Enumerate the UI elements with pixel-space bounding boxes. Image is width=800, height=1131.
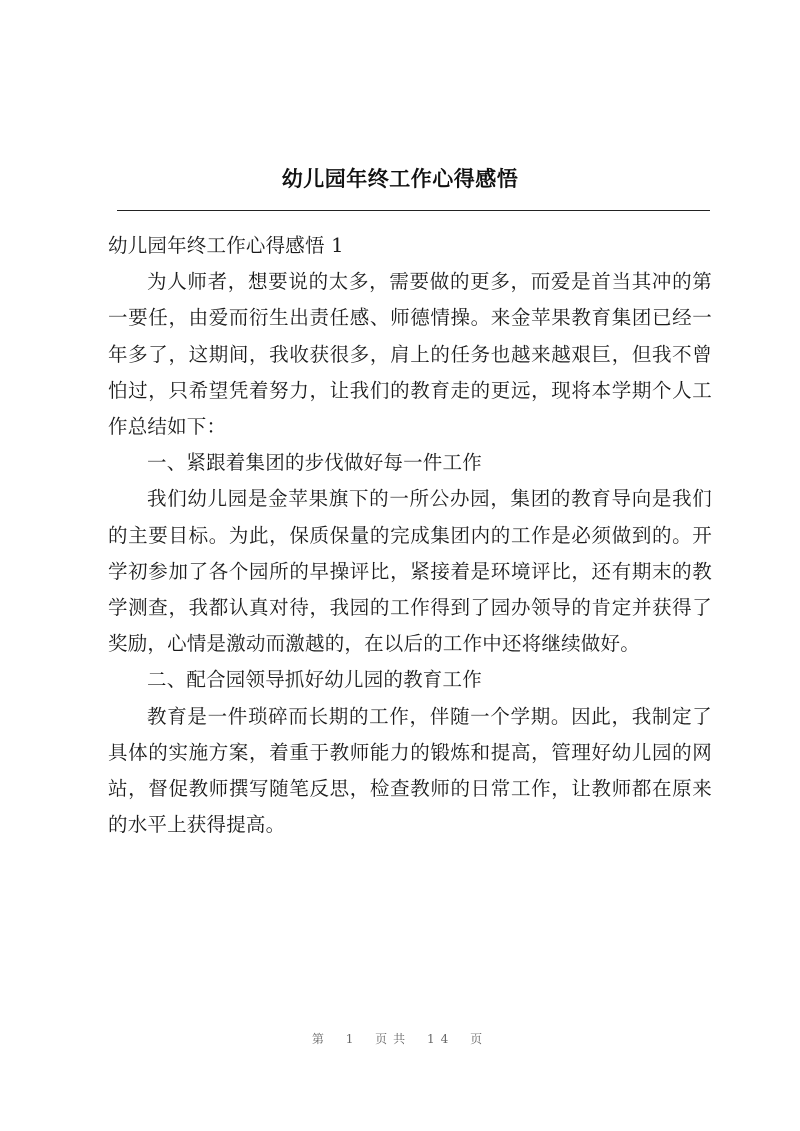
document-body	[108, 228, 712, 843]
paragraph-intro: 为人师者，想要说的太多，需要做的更多，而爱是首当其冲的第一要任，由爱而衍生出责任感、师德情操。来金苹果教育集团已经一年多了，这期间，我收获很多，肩上的任务也越来越艰巨，但我不曾怕过，只希望凭着努力，让我们的教育走的更远，现将本学期个人工作总结如下：	[108, 270, 712, 439]
title-divider	[117, 210, 710, 211]
page-footer: 第 1 页共 14 页	[311, 1032, 489, 1046]
section-heading-2: 二、配合园领导抓好幼儿园的教育工作	[147, 668, 482, 692]
section-heading-1: 一、紧跟着集团的步伐做好每一件工作	[147, 451, 482, 475]
paragraph-section-2: 教育是一件琐碎而长期的工作，伴随一个学期。因此，我制定了具体的实施方案，着重于教师能力的锻炼和提高，管理好幼儿园的网站，督促教师撰写随笔反思，检查教师的日常工作，让教师都在原来的水平上获得提高。	[108, 704, 712, 837]
paragraph-section-1: 我们幼儿园是金苹果旗下的一所公办园，集团的教育导向是我们的主要目标。为此，保质保量的完成集团内的工作是必须做到的。开学初参加了各个园所的早操评比，紧接着是环境评比，还有期末的教学测查，我都认真对待，我园的工作得到了园办领导的肯定并获得了奖励，心情是激动而激越的，在以后的工作中还将继续做好。	[108, 487, 712, 656]
document-title: 幼儿园年终工作心得感悟	[281, 167, 519, 191]
section-subtitle: 幼儿园年终工作心得感悟 1	[108, 234, 344, 257]
